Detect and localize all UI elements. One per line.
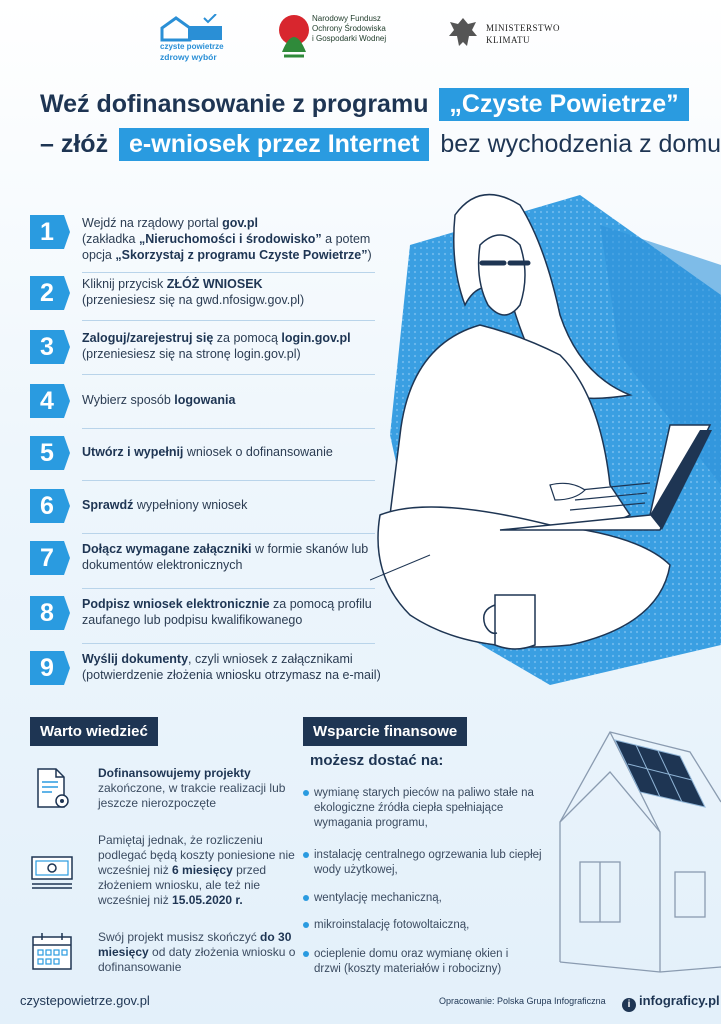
heading-text-b: – złóż — [40, 130, 109, 158]
wsparcie-subtitle: możesz dostać na: — [310, 752, 444, 769]
house-logo-icon — [160, 14, 224, 42]
document-gear-icon — [30, 766, 74, 810]
step-divider — [82, 320, 375, 321]
step-2 — [30, 276, 375, 328]
nfosigw-emblem-icon — [278, 12, 310, 60]
eagle-emblem-icon — [446, 14, 480, 52]
step-text: Sprawdź wypełniony wniosek — [82, 498, 248, 512]
warto-wiedziec-title: Warto wiedzieć — [30, 717, 158, 746]
info-text: Dofinansowujemy projekty zakończone, w trakcie realizacji lub jeszcze nierozpoczęte — [98, 766, 286, 810]
bullet-dot-icon — [303, 790, 309, 796]
step-text: Wyślij dokumenty, czyli wniosek z załącznikami (potwierdzenie złożenia wniosku otrzymasz na e-mail) — [82, 652, 381, 682]
step-divider — [82, 643, 375, 644]
step-text: Zaloguj/zarejestruj się za pomocą login.gov.pl (przeniesiesz się na stronę login.gov.pl) — [82, 331, 351, 361]
step-divider — [82, 428, 375, 429]
cp-logo-line1: czyste powietrze — [160, 42, 224, 51]
step-number: 4 — [30, 384, 64, 418]
step-divider — [82, 374, 375, 375]
step-number: 6 — [30, 489, 64, 523]
ministerstwo-klimatu-logo — [446, 14, 576, 54]
cp-logo-line2: zdrowy wybór — [160, 52, 217, 62]
banknote-icon — [30, 849, 74, 893]
step-text: Dołącz wymagane załączniki w formie skanów lub dokumentów elektronicznych — [82, 542, 369, 572]
czyste-powietrze-logo — [160, 14, 250, 62]
step-number: 3 — [30, 330, 64, 364]
step-number: 5 — [30, 436, 64, 470]
infograficy-logo — [622, 993, 720, 1012]
heading-highlight-1: „Czyste Powietrze” — [439, 88, 688, 121]
step-number: 1 — [30, 215, 64, 249]
step-number: 8 — [30, 596, 64, 630]
step-divider — [82, 533, 375, 534]
bullet-dot-icon — [303, 895, 309, 901]
step-text: Utwórz i wypełnij wniosek o dofinansowanie — [82, 445, 333, 459]
step-text: Wybierz sposób logowania — [82, 393, 236, 407]
step-5 — [30, 436, 375, 488]
info-text: Pamiętaj jednak, że rozliczeniu podlegać będą koszty poniesione nie wcześniej niż 6 miesięcy przed złożeniem wniosku, ale też nie wcześniej niż 15.05.2020 r. — [98, 833, 295, 907]
bullet-dot-icon — [303, 922, 309, 928]
mk-line2: KLIMATU — [486, 35, 530, 45]
step-text: Kliknij przycisk ZŁÓŻ WNIOSEK (przeniesiesz się na gwd.nfosigw.gov.pl) — [82, 277, 305, 307]
step-3 — [30, 330, 375, 382]
step-9 — [30, 651, 381, 703]
step-text: Wejdź na rządowy portal gov.pl (zakładka „Nieruchomości i środowisko” a potem opcja „Skorzystaj z programu Czyste Powietrze”) — [82, 216, 372, 262]
house-with-solar-panels-illustration — [540, 712, 721, 992]
step-divider — [82, 480, 375, 481]
step-6 — [30, 489, 375, 541]
step-4 — [30, 384, 375, 436]
step-divider — [82, 272, 375, 273]
footer-credit: Opracowanie: Polska Grupa Infograficzna — [439, 996, 606, 1006]
info-text: Swój projekt musisz skończyć do 30 miesięcy od daty złożenia wniosku o dofinansowanie — [98, 930, 296, 974]
step-number: 2 — [30, 276, 64, 310]
heading-text-c: bez wychodzenia z domu — [440, 130, 721, 158]
nfosigw-logo — [278, 12, 418, 64]
info-deadline — [30, 930, 296, 980]
bullet-dot-icon — [303, 852, 309, 858]
nf-line1: Narodowy Fundusz — [312, 14, 381, 23]
calendar-icon — [30, 930, 74, 974]
nf-line2: Ochrony Środowiska — [312, 24, 386, 33]
wsparcie-title: Wsparcie finansowe — [303, 717, 467, 746]
info-costs — [30, 833, 295, 913]
footer-url[interactable]: czystepowietrze.gov.pl — [20, 993, 150, 1008]
info-projects — [30, 766, 286, 816]
step-8 — [30, 596, 375, 648]
mk-line1: MINISTERSTWO — [486, 23, 560, 33]
bullet-dot-icon — [303, 951, 309, 957]
step-divider — [82, 588, 375, 589]
infograficy-logo-text: infograficy.pl — [639, 993, 720, 1008]
heading-text-a: Weź dofinansowanie z programu — [40, 90, 429, 118]
step-number: 7 — [30, 541, 64, 575]
heading-line-2 — [40, 128, 721, 161]
heading-highlight-2: e-wniosek przez Internet — [119, 128, 429, 161]
step-1 — [30, 215, 375, 273]
infograficy-logo-icon: i — [622, 998, 636, 1012]
step-text: Podpisz wniosek elektronicznie za pomocą profilu zaufanego lub podpisu kwalifikowanego — [82, 597, 372, 627]
step-number: 9 — [30, 651, 64, 685]
woman-with-laptop-illustration — [370, 185, 721, 705]
heading-line-1 — [40, 88, 693, 121]
step-7 — [30, 541, 375, 593]
nf-line3: i Gospodarki Wodnej — [312, 34, 387, 43]
